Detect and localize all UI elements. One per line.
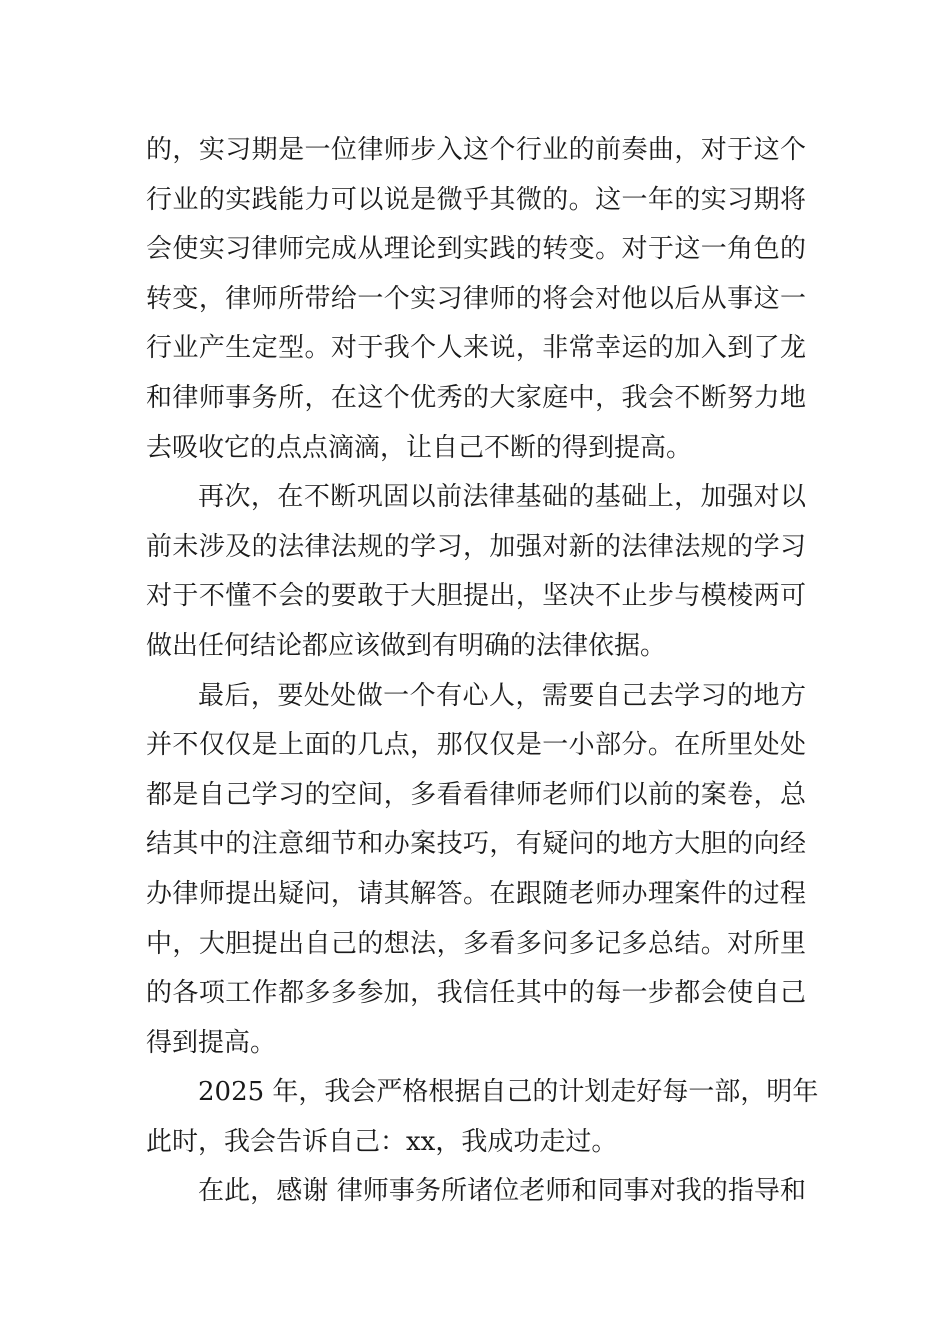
text-line: 会使实习律师完成从理论到实践的转变。对于这一角色的: [146, 234, 806, 265]
text-line: 行业的实践能力可以说是微乎其微的。这一年的实习期将: [146, 184, 806, 215]
text-line: 得到提高。: [146, 1027, 277, 1058]
paragraph-start-line: 在此，感谢 律师事务所诸位老师和同事对我的指导和: [198, 1176, 806, 1207]
text-line: 都是自己学习的空间，多看看律师老师们以前的案卷，总: [146, 779, 806, 810]
text-line: 和律师事务所，在这个优秀的大家庭中，我会不断努力地: [146, 382, 806, 413]
text-line: 的各项工作都多多参加，我信任其中的每一步都会使自己: [146, 978, 806, 1009]
paragraph-start-line: 2025 年，我会严格根据自己的计划走好每一部，明年: [198, 1077, 819, 1108]
text-line: 并不仅仅是上面的几点，那仅仅是一小部分。在所里处处: [146, 730, 806, 761]
text-line: 此时，我会告诉自己：xx，我成功走过。: [146, 1126, 618, 1157]
text-line: 中，大胆提出自己的想法，多看多问多记多总结。对所里: [146, 928, 806, 959]
text-line: 转变，律师所带给一个实习律师的将会对他以后从事这一: [146, 283, 806, 314]
text-line: 对于不懂不会的要敢于大胆提出，坚决不止步与模棱两可: [146, 581, 806, 612]
text-line: 去吸收它的点点滴滴，让自己不断的得到提高。: [146, 432, 693, 463]
text-line: 做出任何结论都应该做到有明确的法律依据。: [146, 630, 667, 661]
text-line: 结其中的注意细节和办案技巧，有疑问的地方大胆的向经: [146, 829, 806, 860]
text-line: 行业产生定型。对于我个人来说，非常幸运的加入到了龙: [146, 333, 806, 364]
text-line: 办律师提出疑问，请其解答。在跟随老师办理案件的过程: [146, 878, 806, 909]
text-line: 的，实习期是一位律师步入这个行业的前奏曲，对于这个: [146, 135, 806, 165]
text-line: 前未涉及的法律法规的学习，加强对新的法律法规的学习: [146, 531, 806, 562]
paragraph-start-line: 再次，在不断巩固以前法律基础的基础上，加强对以: [198, 482, 806, 513]
document-body: [146, 126, 819, 1217]
paragraph-start-line: 最后，要处处做一个有心人，需要自己去学习的地方: [198, 680, 806, 711]
